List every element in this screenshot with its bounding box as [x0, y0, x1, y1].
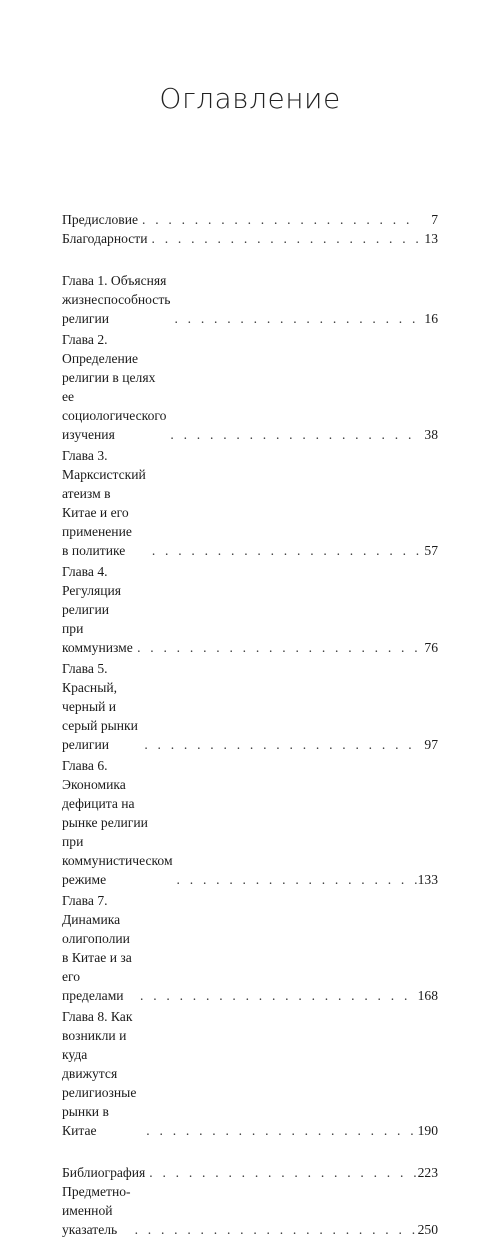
toc-entry-label: Глава 2. Определение религии в целях ее социологического изучения — [62, 332, 167, 442]
dot-leader — [138, 210, 420, 229]
toc-page-number: 250 — [417, 1222, 438, 1237]
page-title: Оглавление — [159, 82, 341, 115]
toc-page-number: 16 — [424, 311, 438, 326]
toc-entry-chapter-6[interactable] — [62, 756, 438, 889]
toc-entry-label: Глава 5. Красный, черный и серый рынки религии — [62, 661, 138, 752]
table-of-contents — [62, 210, 438, 1239]
toc-entry-chapter-2[interactable] — [62, 330, 438, 444]
toc-page-number: 190 — [417, 1123, 438, 1138]
toc-page-number: 97 — [424, 737, 438, 752]
toc-entry-preface[interactable] — [62, 210, 438, 229]
toc-entry-chapter-8[interactable] — [62, 1007, 438, 1140]
toc-entry-label: Глава 7. Динамика олигополии в Китае и за его пределами — [62, 893, 132, 1003]
toc-entry-label: Глава 8. Как возникли и куда движутся религиозные рынки в Китае — [62, 1009, 137, 1138]
dot-leader — [142, 1121, 417, 1140]
toc-entry-label: Глава 6. Экономика дефицита на рынке религии при коммунистическом режиме — [62, 758, 173, 887]
toc-page-number: 7 — [431, 212, 438, 227]
toc-entry-chapter-7[interactable] — [62, 891, 438, 1005]
toc-entry-label: Предисловие — [62, 212, 139, 227]
dot-leader — [173, 870, 418, 889]
dot-leader — [133, 638, 420, 657]
toc-entry-label: Глава 1. Объясняя жизнеспособность религии — [62, 273, 171, 326]
toc-entry-label: Библиография — [62, 1165, 146, 1180]
toc-entry-acknowledgements[interactable] — [62, 229, 438, 248]
dot-leader — [140, 735, 420, 754]
dot-leader — [131, 1220, 418, 1239]
toc-page-number: 38 — [424, 427, 438, 442]
toc-entry-bibliography[interactable] — [62, 1163, 438, 1182]
dot-leader — [145, 1163, 417, 1182]
dot-leader — [166, 425, 420, 444]
toc-page-number: 133 — [417, 872, 438, 887]
toc-page-number: 76 — [424, 640, 438, 655]
toc-entry-label: Благодарности — [62, 231, 148, 246]
dot-leader — [136, 986, 418, 1005]
toc-entry-chapter-5[interactable] — [62, 659, 438, 754]
toc-entry-label: Предметно-именной указатель — [62, 1184, 131, 1237]
dot-leader — [148, 229, 421, 248]
toc-entry-label: Глава 3. Марксистский атеизм в Китае и его применение в политике — [62, 448, 146, 558]
toc-page-number: 57 — [424, 543, 438, 558]
toc-page-number: 13 — [424, 231, 438, 246]
dot-leader — [148, 541, 420, 560]
dot-leader — [170, 309, 420, 328]
toc-entry-chapter-3[interactable] — [62, 446, 438, 560]
toc-page-number: 223 — [417, 1165, 438, 1180]
toc-entry-chapter-4[interactable] — [62, 562, 438, 657]
toc-entry-index[interactable] — [62, 1182, 438, 1239]
toc-entry-label: Глава 4. Регуляция религии при коммунизме — [62, 564, 133, 655]
toc-page-number: 168 — [417, 988, 438, 1003]
toc-entry-chapter-1[interactable] — [62, 271, 438, 328]
